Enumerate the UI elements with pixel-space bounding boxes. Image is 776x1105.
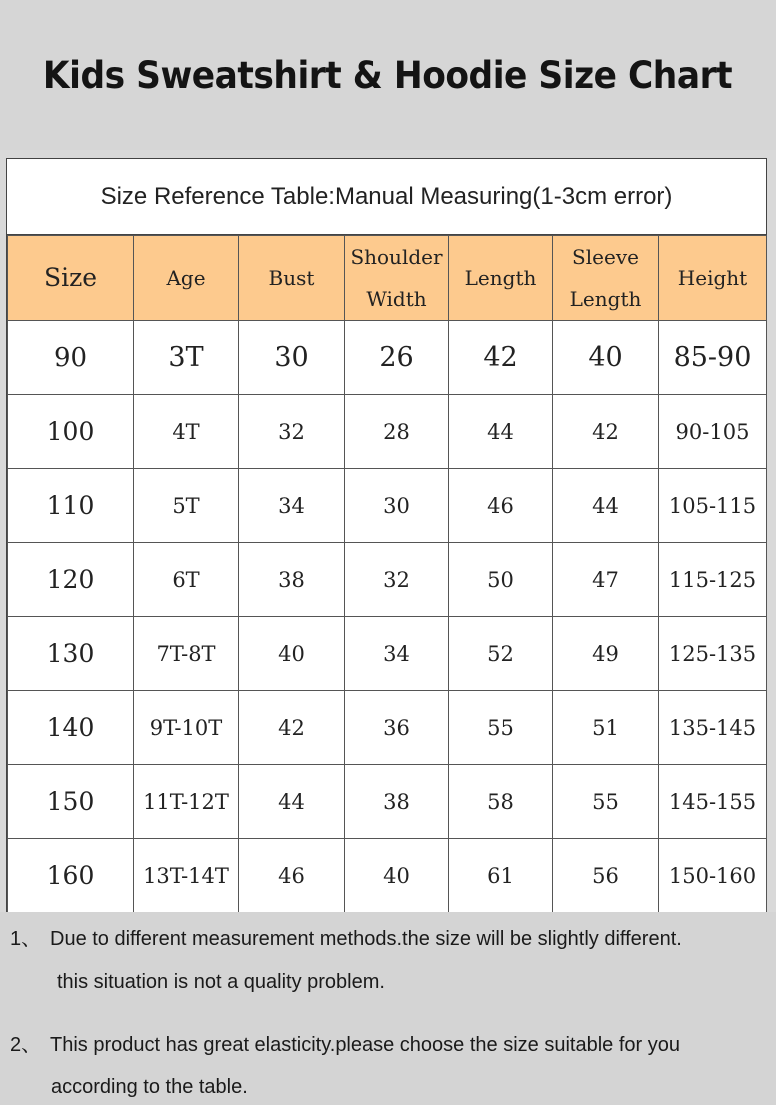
table-cell: 42 [553, 395, 659, 469]
table-cell: 47 [553, 543, 659, 617]
table-cell: 160 [8, 839, 134, 913]
table-cell: 120 [8, 543, 134, 617]
table-cell: 7T-8T [134, 617, 239, 691]
table-cell: 130 [8, 617, 134, 691]
table-cell: 58 [449, 765, 553, 839]
table-row [8, 691, 767, 765]
table-cell: 38 [239, 543, 345, 617]
table-cell: 125-135 [659, 617, 767, 691]
column-header-line: Sleeve [572, 245, 639, 269]
table-body [8, 321, 767, 913]
column-header-line: Length [569, 287, 642, 311]
table-row [8, 839, 767, 913]
table-cell: 36 [345, 691, 449, 765]
table-cell: 50 [449, 543, 553, 617]
note-text: This product has great elasticity.please choose the size suitable for you [50, 1034, 680, 1056]
note-number: 2、 [10, 1034, 42, 1056]
table-cell: 115-125 [659, 543, 767, 617]
note-text: this situation is not a quality problem. [57, 971, 385, 993]
column-header: Age [134, 236, 239, 321]
column-header [553, 236, 659, 321]
table-cell: 26 [345, 321, 449, 395]
table-cell: 32 [239, 395, 345, 469]
table-cell: 40 [553, 321, 659, 395]
table-cell: 9T-10T [134, 691, 239, 765]
table-row [8, 469, 767, 543]
table-cell: 3T [134, 321, 239, 395]
table-cell: 44 [449, 395, 553, 469]
table-cell: 4T [134, 395, 239, 469]
table-cell: 42 [239, 691, 345, 765]
table-cell: 105-115 [659, 469, 767, 543]
table-cell: 61 [449, 839, 553, 913]
note-1-continued [57, 971, 385, 994]
table-subtitle: Size Reference Table:Manual Measuring(1-3cm error) [7, 159, 766, 235]
table-row [8, 321, 767, 395]
table-cell: 30 [239, 321, 345, 395]
column-header: Length [449, 236, 553, 321]
page-title: Kids Sweatshirt & Hoodie Size Chart [43, 53, 733, 97]
table-cell: 34 [239, 469, 345, 543]
table-cell: 40 [239, 617, 345, 691]
table-cell: 110 [8, 469, 134, 543]
table-cell: 46 [239, 839, 345, 913]
table-cell: 52 [449, 617, 553, 691]
column-header: Size [8, 236, 134, 321]
table-header-row [8, 236, 767, 321]
table-cell: 150 [8, 765, 134, 839]
table-row [8, 543, 767, 617]
table-cell: 44 [239, 765, 345, 839]
table-cell: 56 [553, 839, 659, 913]
table-cell: 11T-12T [134, 765, 239, 839]
table-cell: 38 [345, 765, 449, 839]
table-cell: 150-160 [659, 839, 767, 913]
header-banner [0, 0, 776, 150]
table-cell: 42 [449, 321, 553, 395]
column-header: Height [659, 236, 767, 321]
table-cell: 135-145 [659, 691, 767, 765]
table-row [8, 395, 767, 469]
table-cell: 100 [8, 395, 134, 469]
table-cell: 13T-14T [134, 839, 239, 913]
notes-section [0, 912, 776, 1105]
note-1 [10, 922, 682, 951]
note-2 [10, 1028, 680, 1057]
note-text: Due to different measurement methods.the size will be slightly different. [50, 928, 682, 950]
note-number: 1、 [10, 928, 42, 950]
table-cell: 46 [449, 469, 553, 543]
note-text: according to the table. [51, 1076, 248, 1098]
table-cell: 51 [553, 691, 659, 765]
table-cell: 90 [8, 321, 134, 395]
column-header-line: Width [366, 287, 427, 311]
table-cell: 55 [553, 765, 659, 839]
table-cell: 30 [345, 469, 449, 543]
size-table [7, 235, 767, 913]
table-cell: 40 [345, 839, 449, 913]
table-cell: 90-105 [659, 395, 767, 469]
table-cell: 5T [134, 469, 239, 543]
column-header: Bust [239, 236, 345, 321]
table-row [8, 765, 767, 839]
table-cell: 6T [134, 543, 239, 617]
table-cell: 44 [553, 469, 659, 543]
column-header-line: Shoulder [350, 245, 443, 269]
table-row [8, 617, 767, 691]
table-cell: 32 [345, 543, 449, 617]
table-cell: 28 [345, 395, 449, 469]
table-cell: 145-155 [659, 765, 767, 839]
table-cell: 140 [8, 691, 134, 765]
table-cell: 85-90 [659, 321, 767, 395]
column-header [345, 236, 449, 321]
table-cell: 49 [553, 617, 659, 691]
table-cell: 34 [345, 617, 449, 691]
size-chart [6, 158, 767, 914]
note-2-continued [51, 1076, 248, 1099]
table-cell: 55 [449, 691, 553, 765]
